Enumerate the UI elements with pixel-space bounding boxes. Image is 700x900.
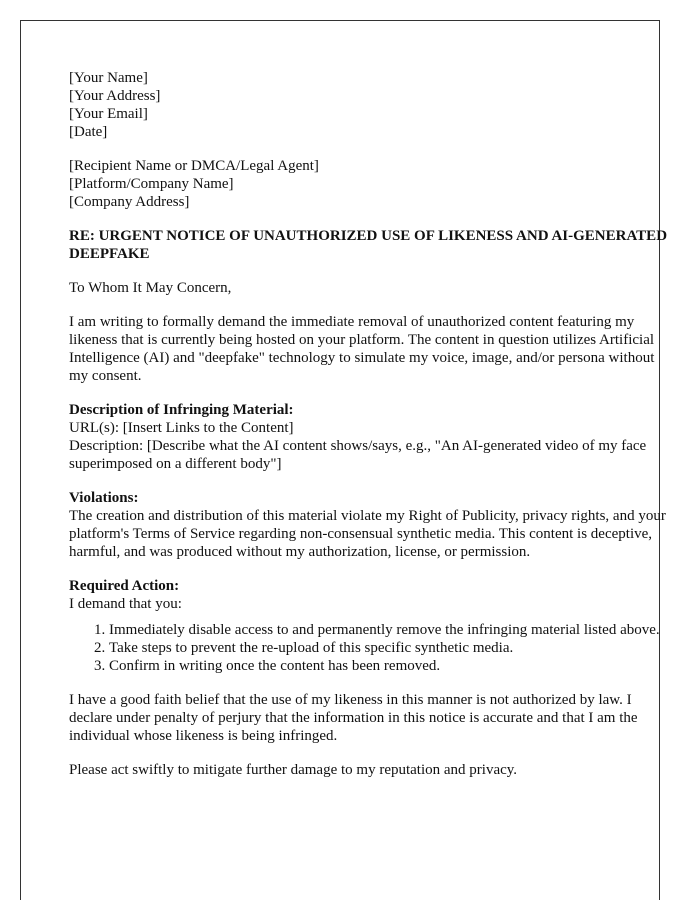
sender-address: [Your Address] [69,88,161,104]
description-section [69,401,669,473]
list-item: 1. Immediately disable access to and permanently remove the infringing material listed above. [109,621,669,639]
letter-page [20,20,668,900]
required-action-heading: Required Action: [69,578,180,594]
closing-paragraph: Please act swiftly to mitigate further damage to my reputation and privacy. [69,762,518,778]
recipient-company: [Platform/Company Name] [69,176,234,192]
description-urls: URL(s): [Insert Links to the Content] [69,420,294,436]
required-action-intro: I demand that you: [69,596,182,612]
sender-block [69,69,669,141]
subject-line: RE: URGENT NOTICE OF UNAUTHORIZED USE OF LIKENESS AND AI-GENERATED DEEPFAKE [69,228,668,262]
sender-email: [Your Email] [69,106,148,122]
violations-heading: Violations: [69,490,139,506]
violations-text: The creation and distribution of this material violate my Right of Publicity, privacy rights, and your platform's Terms of Service regarding non-consensual synthetic media. This content is deceptive, harmful, and was produced without my authorization, license, or permission. [69,508,666,560]
list-item: 2. Take steps to prevent the re-upload of this specific synthetic media. [109,639,669,657]
required-action-list [69,621,669,675]
letter-date: [Date] [69,124,108,140]
letter-body [69,69,669,795]
intro-paragraph: I am writing to formally demand the immediate removal of unauthorized content featuring my likeness that is currently being hosted on your platform. The content in question utilizes Artificial Intelligence (AI) and "deepfake" technology to simulate my voice, image, and/or persona without my consent. [69,314,655,384]
violations-section [69,489,669,561]
description-text: Description: [Describe what the AI content shows/says, e.g., "An AI-generated video of my face superimposed on a different body"] [69,438,647,472]
sender-name: [Your Name] [69,70,148,86]
salutation: To Whom It May Concern, [69,280,232,296]
recipient-name: [Recipient Name or DMCA/Legal Agent] [69,158,319,174]
list-item: 3. Confirm in writing once the content has been removed. [109,657,669,675]
recipient-address: [Company Address] [69,194,190,210]
required-action-section [69,577,669,613]
recipient-block [69,157,669,211]
good-faith-paragraph: I have a good faith belief that the use of my likeness in this manner is not authorized by law. I declare under penalty of perjury that the information in this notice is accurate and that I am the individual whose likeness is being infringed. [69,692,638,744]
description-heading: Description of Infringing Material: [69,402,294,418]
